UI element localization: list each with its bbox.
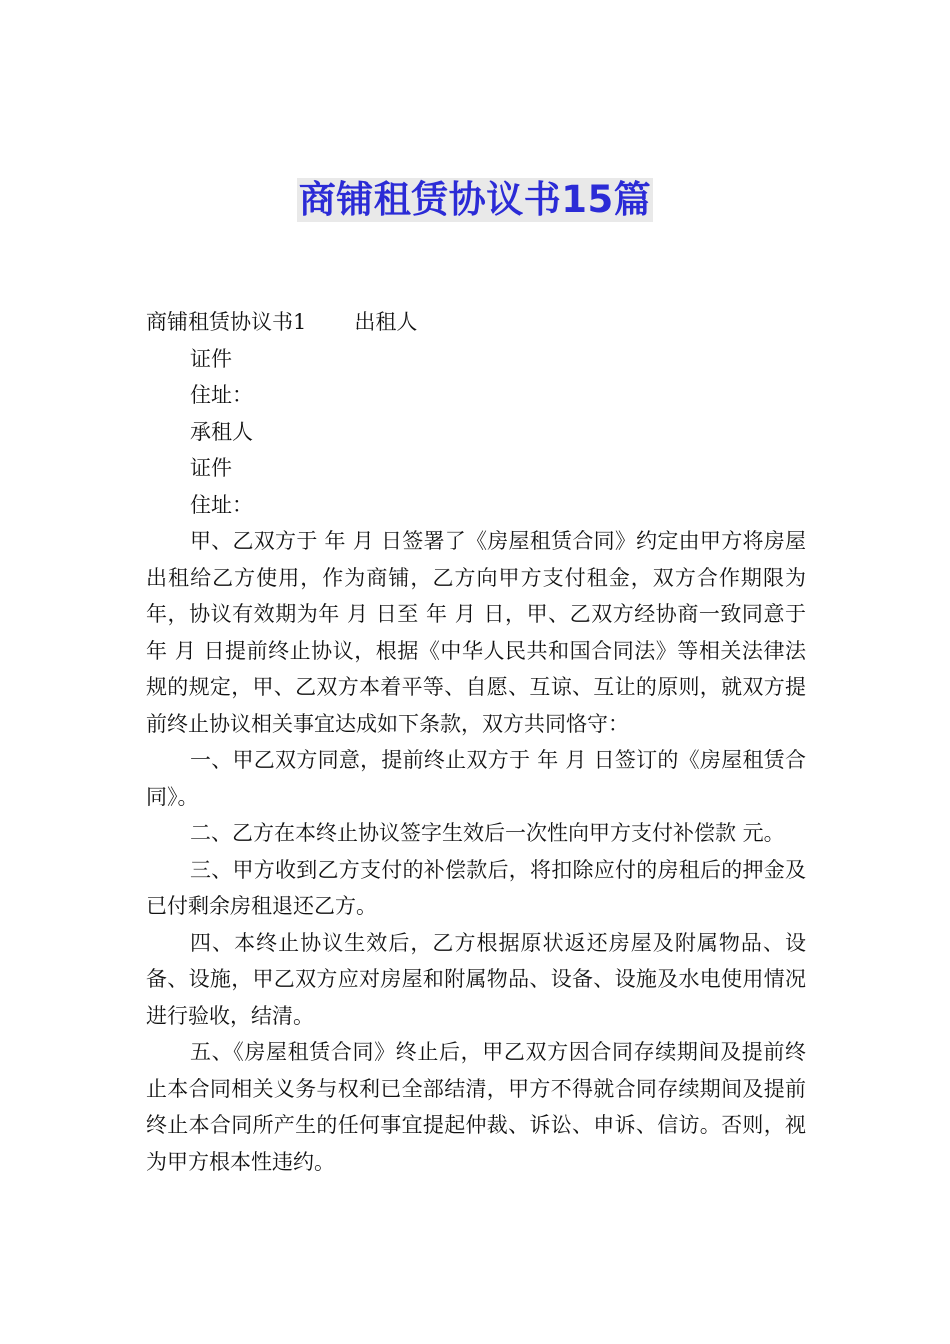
clause-paragraph: 五、《房屋租赁合同》终止后，甲乙双方因合同存续期间及提前终止本合同相关义务与权利已全部结清，甲方不得就合同存续期间及提前终止本合同所产生的任何事宜提起仲裁、诉讼、申诉、信访。否则，视为甲方根本性违约。 xyxy=(146,1040,806,1174)
clause-paragraph: 一、甲乙双方同意，提前终止双方于 年 月 日签订的《房屋租赁合同》。 xyxy=(146,748,806,809)
field-line: 住址： xyxy=(190,383,253,407)
field-line: 承租人 xyxy=(190,419,253,444)
body-paragraph: 甲、乙双方于 年 月 日签署了《房屋租赁合同》约定由甲方将房屋出租给乙方使用，作为商铺，乙方向甲方支付租金，双方合作期限为年，协议有效期为年 月 日至 年 月 日，甲、乙双方经协商一致同意于 年 月 日提前终止协议，根据《中华人民共和国合同法》等相关法律法规的规定，甲、乙双方本着平等、自愿、互谅、互让的原则，就双方提前终止协议相关事宜达成如下条款，双方共同恪守： xyxy=(146,529,806,736)
field-line: 证件 xyxy=(190,346,232,371)
clause-paragraph: 三、甲方收到乙方支付的补偿款后，将扣除应付的房租后的押金及已付剩余房租退还乙方。 xyxy=(146,857,806,918)
title-container xyxy=(0,178,950,222)
clause-paragraph: 二、乙方在本终止协议签字生效后一次性向甲方支付补偿款 元。 xyxy=(190,821,785,845)
field-line: 住址： xyxy=(190,492,253,517)
field-line: 证件 xyxy=(190,456,232,480)
section-heading: 商铺租赁协议书1 xyxy=(146,310,307,334)
document-body xyxy=(146,304,806,1180)
document-title: 商铺租赁协议书15篇 xyxy=(298,178,652,221)
heading-line xyxy=(146,304,806,341)
clause-paragraph: 四、本终止协议生效后，乙方根据原状返还房屋及附属物品、设备、设施，甲乙双方应对房屋和附属物品、设备、设施及水电使用情况进行验收，结清。 xyxy=(146,930,806,1028)
lessor-label: 出租人 xyxy=(354,310,418,334)
